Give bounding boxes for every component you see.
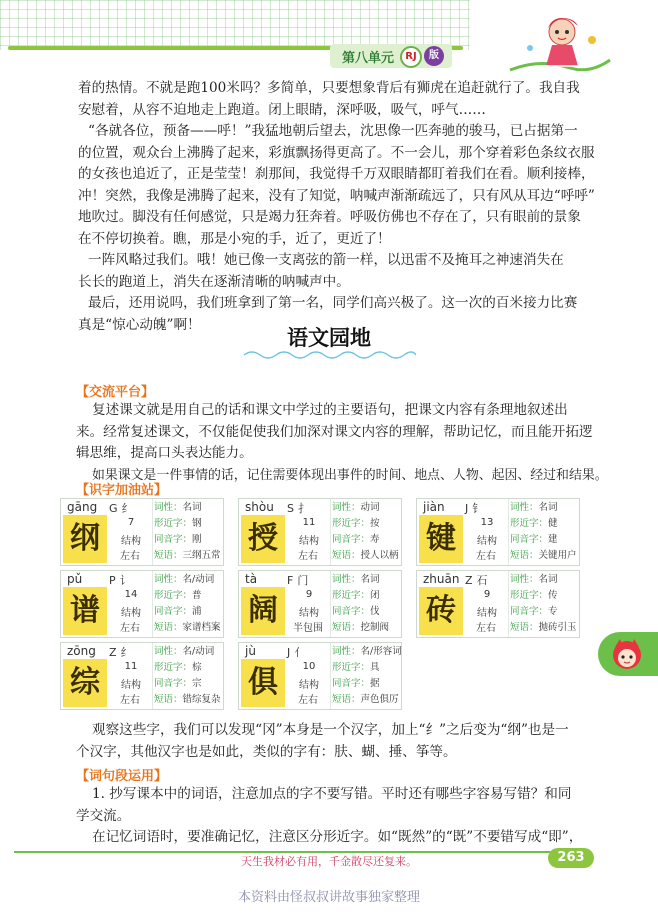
index-letter: Z (465, 574, 473, 587)
big-character: 授 (241, 515, 285, 563)
info-key: 形近字： (332, 662, 371, 673)
info-value: 挖制阀 (360, 622, 390, 633)
info-key: 形近字： (510, 518, 549, 529)
big-character: 谱 (63, 587, 107, 635)
card-divider (330, 499, 331, 565)
info-key: 短语： (332, 622, 361, 633)
char-info (332, 644, 400, 708)
stroke-count: 10 (302, 661, 316, 672)
info-value: 闭 (370, 590, 380, 601)
info-row (154, 676, 222, 692)
index-letter-radical (109, 644, 132, 660)
text-line: 辑思维，提高口头表达能力。 (76, 445, 253, 461)
info-value: 名词 (538, 502, 558, 513)
info-key: 词性： (510, 574, 539, 585)
text-line: 的位置，观众台上沸腾了起来，彩旗飘扬得更高了。不一会儿，那个穿着彩色条纹衣服 (78, 144, 595, 161)
card-divider (330, 643, 331, 709)
radical: 亻 (294, 646, 306, 659)
info-value: 专 (548, 606, 558, 617)
info-value: 动词 (360, 502, 380, 513)
info-row (332, 620, 400, 636)
info-key: 同音字： (154, 678, 193, 689)
info-row (154, 604, 222, 620)
char-card (60, 570, 224, 638)
big-character: 砖 (419, 587, 463, 635)
structure-value: 左右 (476, 551, 496, 562)
info-value: 错综复杂 (182, 694, 221, 705)
card-divider (330, 571, 331, 637)
structure-value: 左右 (120, 695, 140, 706)
info-key: 同音字： (332, 534, 371, 545)
info-row (332, 660, 400, 676)
info-key: 同音字： (332, 606, 371, 617)
info-key: 短语： (332, 694, 361, 705)
info-value: 棕 (192, 662, 202, 673)
info-value: 普 (192, 590, 202, 601)
pinyin: tà (245, 572, 258, 586)
info-value: 健 (548, 518, 558, 529)
text-line: 来。经常复述课文，不仅能促使我们加深对课文内容的理解，帮助记忆，而且能开拓逻 (76, 423, 593, 440)
info-value: 名/动词 (182, 646, 215, 657)
text-line: 学交流。 (76, 807, 131, 824)
info-row (154, 644, 222, 660)
info-value: 钢 (192, 518, 202, 529)
info-key: 同音字： (510, 534, 549, 545)
structure-label: 结构 (299, 680, 319, 691)
radical: 纟 (121, 502, 133, 515)
info-key: 词性： (154, 574, 183, 585)
info-value: 授人以柄 (360, 550, 399, 561)
big-character: 键 (419, 515, 463, 563)
mascot-face-icon (610, 637, 644, 671)
chars-label: 【识字加油站】 (76, 483, 168, 498)
pinyin: gāng (67, 500, 98, 514)
stroke-count: 7 (127, 517, 135, 528)
words-label: 【词句段运用】 (76, 769, 168, 784)
info-value: 具 (370, 662, 380, 673)
index-letter: Z (109, 646, 117, 659)
char-info (154, 572, 222, 636)
info-key: 短语： (154, 622, 183, 633)
info-value: 名词 (538, 574, 558, 585)
pinyin: zōng (67, 644, 96, 658)
info-value: 刚 (192, 534, 202, 545)
info-key: 词性： (332, 574, 361, 585)
index-letter-radical (465, 572, 488, 588)
info-value: 宗 (192, 678, 202, 689)
info-row (510, 604, 578, 620)
info-key: 形近字： (154, 518, 193, 529)
info-key: 短语： (510, 622, 539, 633)
card-divider (152, 499, 153, 565)
text-line: 的女孩也追近了，正是莹莹！刹那间，我觉得千万双眼睛都盯着我们在看。顺利接棒， (78, 166, 595, 182)
info-key: 同音字： (154, 534, 193, 545)
info-row (332, 572, 400, 588)
info-row (332, 692, 400, 708)
info-value: 传 (548, 590, 558, 601)
info-row (510, 500, 578, 516)
card-divider (152, 571, 153, 637)
index-letter-radical (287, 500, 309, 516)
info-row (332, 548, 400, 564)
index-letter-radical (109, 500, 133, 516)
structure-label: 结构 (299, 608, 319, 619)
info-row (154, 516, 222, 532)
info-key: 短语： (154, 694, 183, 705)
structure-value: 左右 (120, 551, 140, 562)
char-info (510, 572, 578, 636)
char-info (154, 644, 222, 708)
footer-slogan: 天生我材必有用，千金散尽还复来。 (241, 855, 417, 868)
text-line: 长长的跑道上，消失在逐渐清晰的呐喊声中。 (78, 273, 350, 290)
info-row (332, 588, 400, 604)
info-value: 按 (370, 518, 380, 529)
story-paragraph-1 (78, 78, 600, 121)
char-card (238, 570, 402, 638)
info-key: 形近字： (154, 590, 193, 601)
info-value: 寿 (370, 534, 380, 545)
text-line: 地吹过。脚没有任何感觉，只是竭力狂奔着。呼吸仿佛也不存在了，只有眼前的景象 (78, 209, 581, 225)
info-value: 建 (548, 534, 558, 545)
text-line: 最后，还用说吗，我们班拿到了第一名，同学们高兴极了。这一次的百米接力比赛 (88, 295, 578, 311)
pinyin: zhuān (423, 572, 460, 586)
radical: 讠 (119, 574, 131, 587)
source-note: 本资料由怪叔叔讲故事独家整理 (237, 890, 420, 905)
info-row (154, 500, 222, 516)
info-key: 短语： (510, 550, 539, 561)
text-line: 1. 抄写课本中的词语，注意加点的字不要写错。平时还有哪些字容易写错？和同 (92, 786, 572, 802)
info-key: 形近字： (510, 590, 549, 601)
char-card (60, 642, 224, 710)
info-row (510, 588, 578, 604)
text-line: 安慰着，从容不迫地走上跑道。闭上眼睛，深呼吸，吸气，呼气…… (78, 101, 486, 118)
char-card (238, 642, 402, 710)
info-row (332, 532, 400, 548)
info-key: 词性： (154, 646, 183, 657)
info-row (154, 660, 222, 676)
info-value: 名词 (182, 502, 202, 513)
info-row (332, 604, 400, 620)
radical: 钅 (472, 502, 484, 515)
text-line: 真是“惊心动魄”啊！ (78, 316, 201, 333)
story-paragraph-3 (78, 250, 600, 293)
radical: 扌 (297, 502, 309, 515)
structure-label: 结构 (121, 536, 141, 547)
text-line: 冲！突然，我像是沸腾了起来，没有了知觉，呐喊声渐渐疏远了，只有风从耳边“呼呼” (78, 187, 595, 204)
stroke-count: 11 (124, 661, 138, 672)
info-key: 形近字： (332, 590, 371, 601)
text-line: 着的热情。不就是跑100米吗？多简单，只要想象背后有狮虎在追赶就行了。我自我 (78, 80, 580, 96)
info-row (154, 692, 222, 708)
info-row (154, 548, 222, 564)
big-character: 纲 (63, 515, 107, 563)
pinyin: shòu (245, 500, 274, 514)
stroke-count: 14 (124, 589, 138, 600)
char-info (510, 500, 578, 564)
card-divider (508, 499, 509, 565)
char-info (332, 572, 400, 636)
info-value: 据 (370, 678, 380, 689)
index-letter-radical (287, 572, 308, 588)
info-row (332, 676, 400, 692)
radical: 门 (297, 574, 309, 587)
header-grid-decoration (0, 0, 470, 50)
info-key: 同音字： (510, 606, 549, 617)
story-paragraph-2 (78, 121, 600, 250)
char-card (60, 498, 224, 566)
structure-label: 结构 (477, 608, 497, 619)
unit-label: 第八单元 (342, 51, 395, 66)
info-key: 词性： (332, 502, 361, 513)
index-letter: P (109, 574, 116, 587)
info-key: 形近字： (154, 662, 193, 673)
char-info (332, 500, 400, 564)
index-letter: G (109, 502, 118, 515)
pinyin: jù (245, 644, 256, 658)
structure-value: 左右 (298, 695, 318, 706)
pinyin: pǔ (67, 572, 83, 586)
card-divider (508, 571, 509, 637)
stroke-count: 13 (480, 517, 494, 528)
text-line: “各就各位，预备——呼！”我猛地朝后望去，沈思像一匹奔驰的骏马，已占据第一 (88, 123, 578, 139)
char-card (416, 570, 580, 638)
index-letter: J (287, 646, 291, 659)
info-row (332, 500, 400, 516)
observe-paragraph (76, 720, 600, 763)
radical: 石 (476, 574, 488, 587)
info-value: 声色俱厉 (360, 694, 399, 705)
structure-label: 结构 (121, 608, 141, 619)
card-divider (152, 643, 153, 709)
info-value: 三纲五常 (182, 550, 221, 561)
page-number: 263 (548, 848, 594, 868)
info-value: 关键用户 (538, 550, 577, 561)
index-letter: F (287, 574, 294, 587)
info-key: 词性： (332, 646, 361, 657)
info-key: 词性： (154, 502, 183, 513)
index-letter-radical (465, 500, 483, 516)
words-paragraph (76, 784, 600, 849)
structure-label: 结构 (299, 536, 319, 547)
index-letter: S (287, 502, 294, 515)
big-character: 综 (63, 659, 107, 707)
stroke-count: 11 (302, 517, 316, 528)
radical: 纟 (120, 646, 132, 659)
structure-value: 半包围 (293, 623, 323, 634)
info-value: 家谱档案 (182, 622, 221, 633)
index-letter-radical (109, 572, 131, 588)
exchange-label: 【交流平台】 (76, 385, 155, 400)
index-letter-radical (287, 644, 305, 660)
structure-label: 结构 (477, 536, 497, 547)
info-value: 浦 (192, 606, 202, 617)
text-line: 如果课文是一件事情的话，记住需要体现出事件的时间、地点、人物、起因、经过和结果。 (92, 467, 608, 483)
info-row (154, 532, 222, 548)
stroke-count: 9 (483, 589, 491, 600)
structure-value: 左右 (476, 623, 496, 634)
structure-value: 左右 (298, 551, 318, 562)
info-row (510, 572, 578, 588)
info-key: 短语： (154, 550, 183, 561)
info-row (510, 532, 578, 548)
big-character: 阔 (241, 587, 285, 635)
exchange-paragraph (76, 400, 608, 486)
info-value: 名/形容词 (360, 646, 402, 657)
text-line: 一阵风略过我们。哦！她已像一支离弦的箭一样，以迅雷不及掩耳之神速消失在 (88, 252, 564, 268)
info-row (510, 548, 578, 564)
info-row (332, 516, 400, 532)
title-underline-decoration (244, 349, 416, 361)
index-letter: J (465, 502, 469, 515)
char-info (154, 500, 222, 564)
text-line: 在不停切换着。瞧，那是小宛的手，近了，更近了！ (78, 230, 391, 247)
info-value: 名词 (360, 574, 380, 585)
info-row (154, 588, 222, 604)
info-row (154, 620, 222, 636)
mascot-girl-icon (500, 10, 620, 80)
text-line: 在记忆词语时，要准确记忆，注意区分形近字。如“既然”的“既”不要错写成“即”， (92, 829, 583, 845)
edition-badge: 版 (424, 46, 444, 66)
info-key: 短语： (332, 550, 361, 561)
structure-label: 结构 (121, 680, 141, 691)
info-row (332, 644, 400, 660)
pinyin: jiàn (423, 500, 445, 514)
text-line: 复述课文就是用自己的话和课文中学过的主要语句，把课文内容有条理地叙述出 (92, 402, 568, 418)
section-title: 语文园地 (287, 326, 371, 350)
info-row (510, 620, 578, 636)
stroke-count: 9 (305, 589, 313, 600)
char-card (238, 498, 402, 566)
info-key: 同音字： (332, 678, 371, 689)
info-key: 同音字： (154, 606, 193, 617)
big-character: 俱 (241, 659, 285, 707)
structure-value: 左右 (120, 623, 140, 634)
info-row (154, 572, 222, 588)
info-value: 抛砖引玉 (538, 622, 577, 633)
info-value: 名/动词 (182, 574, 215, 585)
rj-badge: RJ (400, 46, 422, 68)
text-line: 观察这些字，我们可以发现“冈”本身是一个汉字，加上“纟”之后变为“纲”也是一 (92, 722, 569, 738)
info-row (510, 516, 578, 532)
char-card (416, 498, 580, 566)
info-value: 伐 (370, 606, 380, 617)
text-line: 个汉字，其他汉字也是如此，类似的字有：肤、蝴、捶、筝等。 (76, 743, 457, 760)
info-key: 词性： (510, 502, 539, 513)
info-key: 形近字： (332, 518, 371, 529)
